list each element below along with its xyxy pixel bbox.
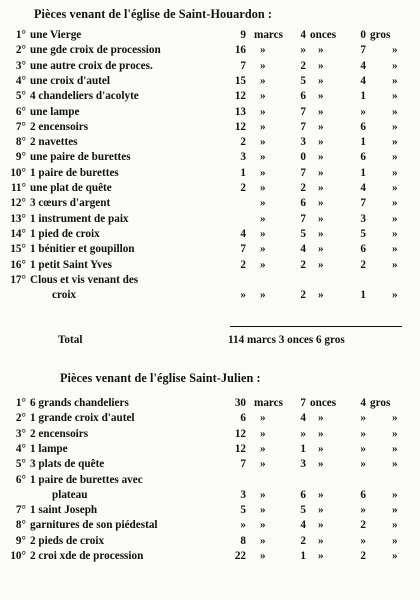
table-row — [0, 183, 420, 197]
total-rule — [230, 326, 402, 327]
table-row — [0, 214, 420, 228]
item-label: garnitures de son piédestal — [30, 519, 158, 532]
ditto-mark: » — [392, 44, 398, 57]
ditto-mark: » — [392, 458, 398, 471]
unit-onces: onces — [310, 29, 337, 41]
unit-marcs: marcs — [254, 397, 283, 409]
table-row — [0, 152, 420, 166]
value-gros: » — [360, 442, 366, 455]
table-row-continuation — [0, 290, 420, 304]
ditto-mark: » — [318, 182, 324, 194]
ditto-mark: » — [392, 105, 398, 118]
ditto-mark: » — [318, 534, 324, 547]
ditto-mark: » — [392, 289, 398, 302]
ditto-mark: » — [260, 74, 266, 87]
ditto-mark: » — [260, 504, 266, 517]
item-number: 1° — [15, 397, 26, 409]
value-marcs: 3 — [240, 488, 246, 501]
item-label-continuation: plateau — [52, 488, 88, 501]
ditto-mark: » — [260, 412, 266, 425]
value-gros: 2 — [360, 519, 366, 532]
value-marcs: 13 — [234, 105, 246, 118]
ditto-mark: » — [318, 412, 324, 425]
cropped-top-line — [0, 0, 420, 6]
ditto-mark: » — [318, 90, 324, 103]
value-marcs: 7 — [240, 243, 246, 256]
value-gros: 7 — [360, 197, 366, 210]
item-label: une gde croix de procession — [30, 44, 161, 57]
ditto-mark: » — [318, 166, 324, 179]
ditto-mark: » — [392, 488, 398, 501]
value-gros: 1 — [360, 90, 366, 103]
item-label-continuation: croix — [52, 289, 77, 302]
table-row — [0, 275, 420, 289]
ditto-mark: » — [318, 243, 324, 256]
item-number: 10° — [10, 166, 26, 179]
ditto-mark: » — [318, 442, 324, 455]
value-onces: 7 — [300, 212, 306, 225]
value-gros: 6 — [360, 151, 366, 164]
value-gros: 2 — [360, 258, 366, 271]
ditto-mark: » — [318, 105, 324, 118]
item-label: 1 bénitier et goupillon — [30, 243, 135, 256]
value-gros: » — [360, 412, 366, 425]
value-gros: 4 — [360, 74, 366, 87]
ditto-mark: » — [260, 427, 266, 440]
ditto-mark: » — [392, 442, 398, 455]
value-gros: » — [360, 458, 366, 471]
value-gros: 7 — [360, 44, 366, 57]
ditto-mark: » — [392, 504, 398, 517]
value-marcs: 5 — [240, 504, 246, 517]
item-number: 6° — [15, 105, 26, 118]
item-number: 14° — [10, 227, 26, 240]
ditto-mark: » — [392, 151, 398, 164]
unit-gros: gros — [370, 397, 391, 409]
value-gros: 5 — [360, 227, 366, 240]
value-gros: 4 — [360, 397, 366, 409]
ditto-mark: » — [260, 166, 266, 179]
item-label: 1 grande croix d'autel — [30, 412, 135, 425]
item-label: 4 chandeliers d'acolyte — [30, 90, 139, 103]
value-onces: 2 — [300, 182, 306, 194]
item-label: 2 croi xde de procession — [30, 550, 144, 562]
table-row — [0, 45, 420, 59]
value-marcs: 4 — [240, 227, 246, 240]
ditto-mark: » — [392, 427, 398, 440]
table-row — [0, 413, 420, 427]
table-row — [0, 536, 420, 550]
ditto-mark: » — [260, 550, 266, 562]
value-onces: 4 — [300, 29, 306, 41]
ditto-mark: » — [260, 212, 266, 225]
value-marcs: 2 — [240, 182, 246, 194]
value-marcs: 2 — [240, 136, 246, 149]
ditto-mark: » — [260, 243, 266, 256]
ditto-mark: » — [392, 136, 398, 149]
ditto-mark: » — [392, 227, 398, 240]
item-label: une lampe — [30, 105, 80, 118]
table-row — [0, 229, 420, 243]
ditto-mark: » — [392, 212, 398, 225]
table-row — [0, 520, 420, 534]
value-onces: 2 — [300, 258, 306, 271]
item-label: 3 cœurs d'argent — [30, 197, 111, 210]
value-onces: 6 — [300, 197, 306, 210]
item-number: 11° — [10, 182, 26, 194]
table-row — [0, 551, 420, 565]
value-marcs: 12 — [234, 120, 246, 133]
item-label: 1 paire de burettes — [30, 166, 119, 179]
item-label: une paire de burettes — [30, 151, 131, 164]
value-marcs: 7 — [240, 458, 246, 471]
value-marcs: 3 — [240, 151, 246, 164]
value-marcs: 12 — [234, 442, 246, 455]
ditto-mark: » — [392, 59, 398, 72]
value-marcs: 8 — [240, 534, 246, 547]
ditto-mark: » — [318, 289, 324, 302]
ditto-mark: » — [260, 120, 266, 133]
value-marcs: 7 — [240, 59, 246, 72]
value-marcs: 12 — [234, 427, 246, 440]
value-onces: 5 — [300, 74, 306, 87]
table-row — [0, 76, 420, 90]
ditto-mark: » — [260, 534, 266, 547]
value-onces: 4 — [300, 243, 306, 256]
value-onces: 7 — [300, 120, 306, 133]
value-onces: 7 — [300, 105, 306, 118]
ditto-mark: » — [318, 550, 324, 562]
ditto-mark: » — [392, 182, 398, 194]
item-number: 4° — [15, 74, 26, 87]
table-row — [0, 244, 420, 258]
ditto-mark: » — [260, 258, 266, 271]
table-row — [0, 61, 420, 75]
unit-gros: gros — [370, 29, 391, 41]
item-number: 5° — [15, 90, 26, 103]
item-number: 10° — [10, 550, 26, 562]
item-number: 16° — [10, 258, 26, 271]
ditto-mark: » — [318, 212, 324, 225]
total-row — [0, 335, 420, 349]
item-number: 3° — [15, 59, 26, 72]
table-row — [0, 459, 420, 473]
item-number: 13° — [10, 212, 26, 225]
item-label: une autre croix de proces. — [30, 59, 153, 72]
section-title-saint-julien: Pièces venant de l'église Saint-Julien : — [60, 371, 261, 385]
ditto-mark: » — [318, 458, 324, 471]
ditto-mark: » — [318, 258, 324, 271]
value-gros: 1 — [360, 136, 366, 149]
ditto-mark: » — [260, 151, 266, 164]
item-label: une croix d'autel — [30, 74, 110, 87]
ditto-mark: » — [392, 120, 398, 133]
ditto-mark: » — [392, 90, 398, 103]
item-number: 5° — [15, 458, 26, 471]
item-number: 1° — [15, 29, 26, 41]
value-marcs: 16 — [234, 44, 246, 57]
item-number: 7° — [15, 504, 26, 517]
value-gros: 1 — [360, 289, 366, 302]
ditto-mark: » — [392, 74, 398, 87]
item-label: Clous et vis venant des — [30, 273, 139, 286]
ditto-mark: » — [392, 550, 398, 562]
value-onces: 2 — [300, 59, 306, 72]
ditto-mark: » — [260, 182, 266, 194]
ditto-mark: » — [318, 59, 324, 72]
value-onces: » — [300, 427, 306, 440]
value-onces: 4 — [300, 519, 306, 532]
value-marcs: 12 — [234, 90, 246, 103]
value-gros: 2 — [360, 550, 366, 562]
ditto-mark: » — [260, 488, 266, 501]
table-row — [0, 91, 420, 105]
value-onces: 7 — [300, 166, 306, 179]
item-label: 3 plats de quête — [30, 458, 105, 471]
ditto-mark: » — [392, 519, 398, 532]
item-label: 1 lampe — [30, 442, 68, 455]
ditto-mark: » — [318, 519, 324, 532]
table-row-continuation — [0, 490, 420, 504]
ditto-mark: » — [392, 197, 398, 210]
value-marcs: 1 — [240, 166, 246, 179]
item-number: 9° — [15, 151, 26, 164]
value-gros: » — [360, 427, 366, 440]
item-number: 17° — [10, 273, 26, 286]
unit-onces: onces — [310, 397, 337, 409]
total-label: Total — [58, 334, 83, 346]
table-row — [0, 168, 420, 182]
ditto-mark: » — [260, 44, 266, 57]
item-label: 2 encensoirs — [30, 427, 89, 440]
ditto-mark: » — [318, 504, 324, 517]
value-gros: 3 — [360, 212, 366, 225]
value-gros: » — [360, 504, 366, 517]
ditto-mark: » — [260, 289, 266, 302]
value-onces: 0 — [300, 151, 306, 164]
item-label: 2 pieds de croix — [30, 534, 105, 547]
value-onces: 6 — [300, 90, 306, 103]
value-marcs: 30 — [234, 397, 246, 409]
ditto-mark: » — [260, 136, 266, 149]
value-gros: 4 — [360, 59, 366, 72]
value-onces: 4 — [300, 412, 306, 425]
total-value: 114 marcs 3 onces 6 gros — [228, 334, 345, 346]
section-title-saint-houardon: Pièces venant de l'église de Saint-Houardon : — [34, 7, 273, 21]
ditto-mark: » — [318, 74, 324, 87]
item-number: 7° — [15, 120, 26, 133]
ditto-mark: » — [392, 258, 398, 271]
ditto-mark: » — [392, 243, 398, 256]
item-number: 15° — [10, 243, 26, 256]
ditto-mark: » — [392, 412, 398, 425]
value-onces: 1 — [300, 442, 306, 455]
ditto-mark: » — [318, 488, 324, 501]
value-onces: 7 — [300, 397, 306, 409]
value-marcs: 22 — [234, 550, 246, 562]
table-row — [0, 30, 420, 44]
value-onces: 3 — [300, 458, 306, 471]
value-gros: » — [360, 534, 366, 547]
value-gros: » — [360, 105, 366, 118]
item-number: 8° — [15, 519, 26, 532]
value-onces: 2 — [300, 289, 306, 302]
table-row — [0, 198, 420, 212]
value-onces: 3 — [300, 136, 306, 149]
value-gros: 4 — [360, 182, 366, 194]
value-onces: 6 — [300, 488, 306, 501]
item-number: 2° — [15, 412, 26, 425]
value-onces: 2 — [300, 534, 306, 547]
item-number: 2° — [15, 44, 26, 57]
item-label: 2 encensoirs — [30, 120, 89, 133]
item-number: 8° — [15, 136, 26, 149]
ditto-mark: » — [260, 90, 266, 103]
ditto-mark: » — [392, 166, 398, 179]
ditto-mark: » — [260, 197, 266, 210]
table-row — [0, 444, 420, 458]
value-marcs: 15 — [234, 74, 246, 87]
value-marcs: 9 — [240, 29, 246, 41]
value-onces: 5 — [300, 227, 306, 240]
unit-marcs: marcs — [254, 29, 283, 41]
value-marcs: » — [240, 519, 246, 532]
value-gros: 6 — [360, 243, 366, 256]
item-number: 3° — [15, 427, 26, 440]
ditto-mark: » — [260, 458, 266, 471]
value-marcs: » — [240, 289, 246, 302]
table-row — [0, 398, 420, 412]
item-label: 1 paire de burettes avec — [30, 473, 143, 486]
item-number: 9° — [15, 534, 26, 547]
item-label: 1 saint Joseph — [30, 504, 98, 517]
value-marcs: 2 — [240, 258, 246, 271]
ditto-mark: » — [392, 534, 398, 547]
ditto-mark: » — [260, 227, 266, 240]
table-row — [0, 429, 420, 443]
value-onces: 5 — [300, 504, 306, 517]
item-number: 6° — [15, 473, 26, 486]
ditto-mark: » — [260, 59, 266, 72]
item-label: 1 instrument de paix — [30, 212, 129, 225]
table-row — [0, 107, 420, 121]
value-onces: » — [300, 44, 306, 57]
item-label: une Vierge — [30, 29, 82, 41]
table-row — [0, 122, 420, 136]
table-row — [0, 505, 420, 519]
ditto-mark: » — [318, 44, 324, 57]
item-label: une plat de quête — [30, 182, 112, 194]
value-gros: 6 — [360, 488, 366, 501]
ditto-mark: » — [318, 120, 324, 133]
value-marcs: 6 — [240, 412, 246, 425]
ditto-mark: » — [318, 136, 324, 149]
table-row — [0, 137, 420, 151]
ditto-mark: » — [318, 197, 324, 210]
ditto-mark: » — [260, 519, 266, 532]
item-label: 2 navettes — [30, 136, 78, 149]
item-number: 4° — [15, 442, 26, 455]
table-row — [0, 475, 420, 489]
ditto-mark: » — [318, 227, 324, 240]
item-number: 12° — [10, 197, 26, 210]
item-label: 1 pied de croix — [30, 227, 100, 240]
ditto-mark: » — [260, 442, 266, 455]
item-label: 6 grands chandeliers — [30, 397, 129, 409]
ditto-mark: » — [260, 105, 266, 118]
value-gros: 6 — [360, 120, 366, 133]
ditto-mark: » — [318, 151, 324, 164]
ditto-mark: » — [318, 427, 324, 440]
value-onces: 1 — [300, 550, 306, 562]
item-label: 1 petit Saint Yves — [30, 258, 112, 271]
value-gros: 0 — [360, 29, 366, 41]
value-gros: 1 — [360, 166, 366, 179]
table-row — [0, 260, 420, 274]
